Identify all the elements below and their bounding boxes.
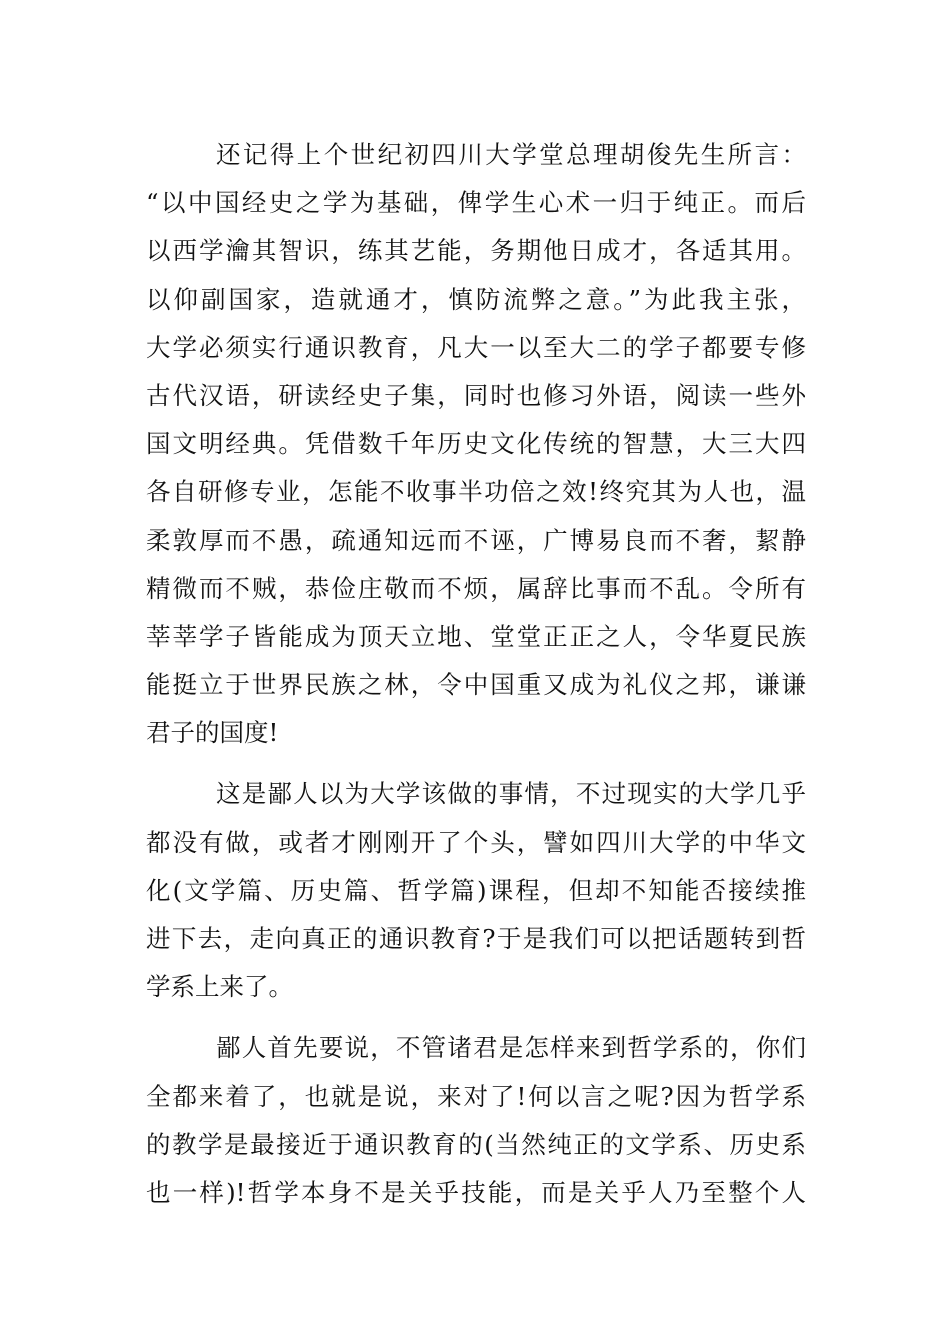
- paragraph-2: [146, 776, 806, 1017]
- text-line: 古代汉语，研读经史子集，同时也修习外语，阅读一些外: [146, 380, 806, 410]
- text-line: “以中国经史之学为基础，俾学生心术一归于纯正。而后: [146, 188, 806, 218]
- text-line: 全都来着了，也就是说，来对了!何以言之呢?因为哲学系: [146, 1081, 806, 1111]
- text-line: 君子的国度!: [146, 718, 279, 748]
- text-line: 都没有做，或者才刚刚开了个头，譬如四川大学的中华文: [146, 827, 806, 857]
- text-line: 进下去，走向真正的通识教育?于是我们可以把话题转到哲: [146, 924, 806, 953]
- text-line: 能挺立于世界民族之林，令中国重又成为礼仪之邦，谦谦: [146, 670, 806, 700]
- text-line: 以仰副国家，造就通才，慎防流弊之意。”为此我主张，: [146, 284, 806, 314]
- body-text: [146, 137, 806, 1223]
- text-line: 鄙人首先要说，不管诸君是怎样来到哲学系的，你们: [216, 1033, 806, 1063]
- text-line: 精微而不贼，恭俭庄敬而不烦，属辞比事而不乱。令所有: [146, 573, 806, 603]
- text-line: 国文明经典。凭借数千年历史文化传统的智慧，大三大四: [146, 429, 806, 459]
- text-line: 化(文学篇、历史篇、哲学篇)课程，但却不知能否接续推: [146, 875, 806, 905]
- paragraph-spacer: [146, 1017, 806, 1030]
- text-line: 这是鄙人以为大学该做的事情，不过现实的大学几乎: [216, 779, 806, 809]
- text-line: 的教学是最接近于通识教育的(当然纯正的文学系、历史系: [146, 1129, 806, 1159]
- text-line: 还记得上个世纪初四川大学堂总理胡俊先生所言：: [216, 140, 806, 169]
- text-line: 学系上来了。: [146, 972, 293, 1002]
- text-line: 以西学瀹其智识，练其艺能，务期他日成才，各适其用。: [146, 236, 806, 266]
- text-line: 也一样)!哲学本身不是关乎技能，而是关乎人乃至整个人: [146, 1177, 806, 1207]
- paragraph-3: [146, 1030, 806, 1223]
- paragraph-spacer: [146, 763, 806, 776]
- paragraph-1: [146, 137, 806, 763]
- text-line: 大学必须实行通识教育，凡大一以至大二的学子都要专修: [146, 332, 806, 362]
- text-line: 柔敦厚而不愚，疏通知远而不诬，广博易良而不奢，絜静: [146, 525, 806, 555]
- text-line: 莘莘学子皆能成为顶天立地、堂堂正正之人，令华夏民族: [146, 621, 806, 651]
- text-line: 各自研修专业，怎能不收事半功倍之效!终究其为人也，温: [146, 477, 806, 507]
